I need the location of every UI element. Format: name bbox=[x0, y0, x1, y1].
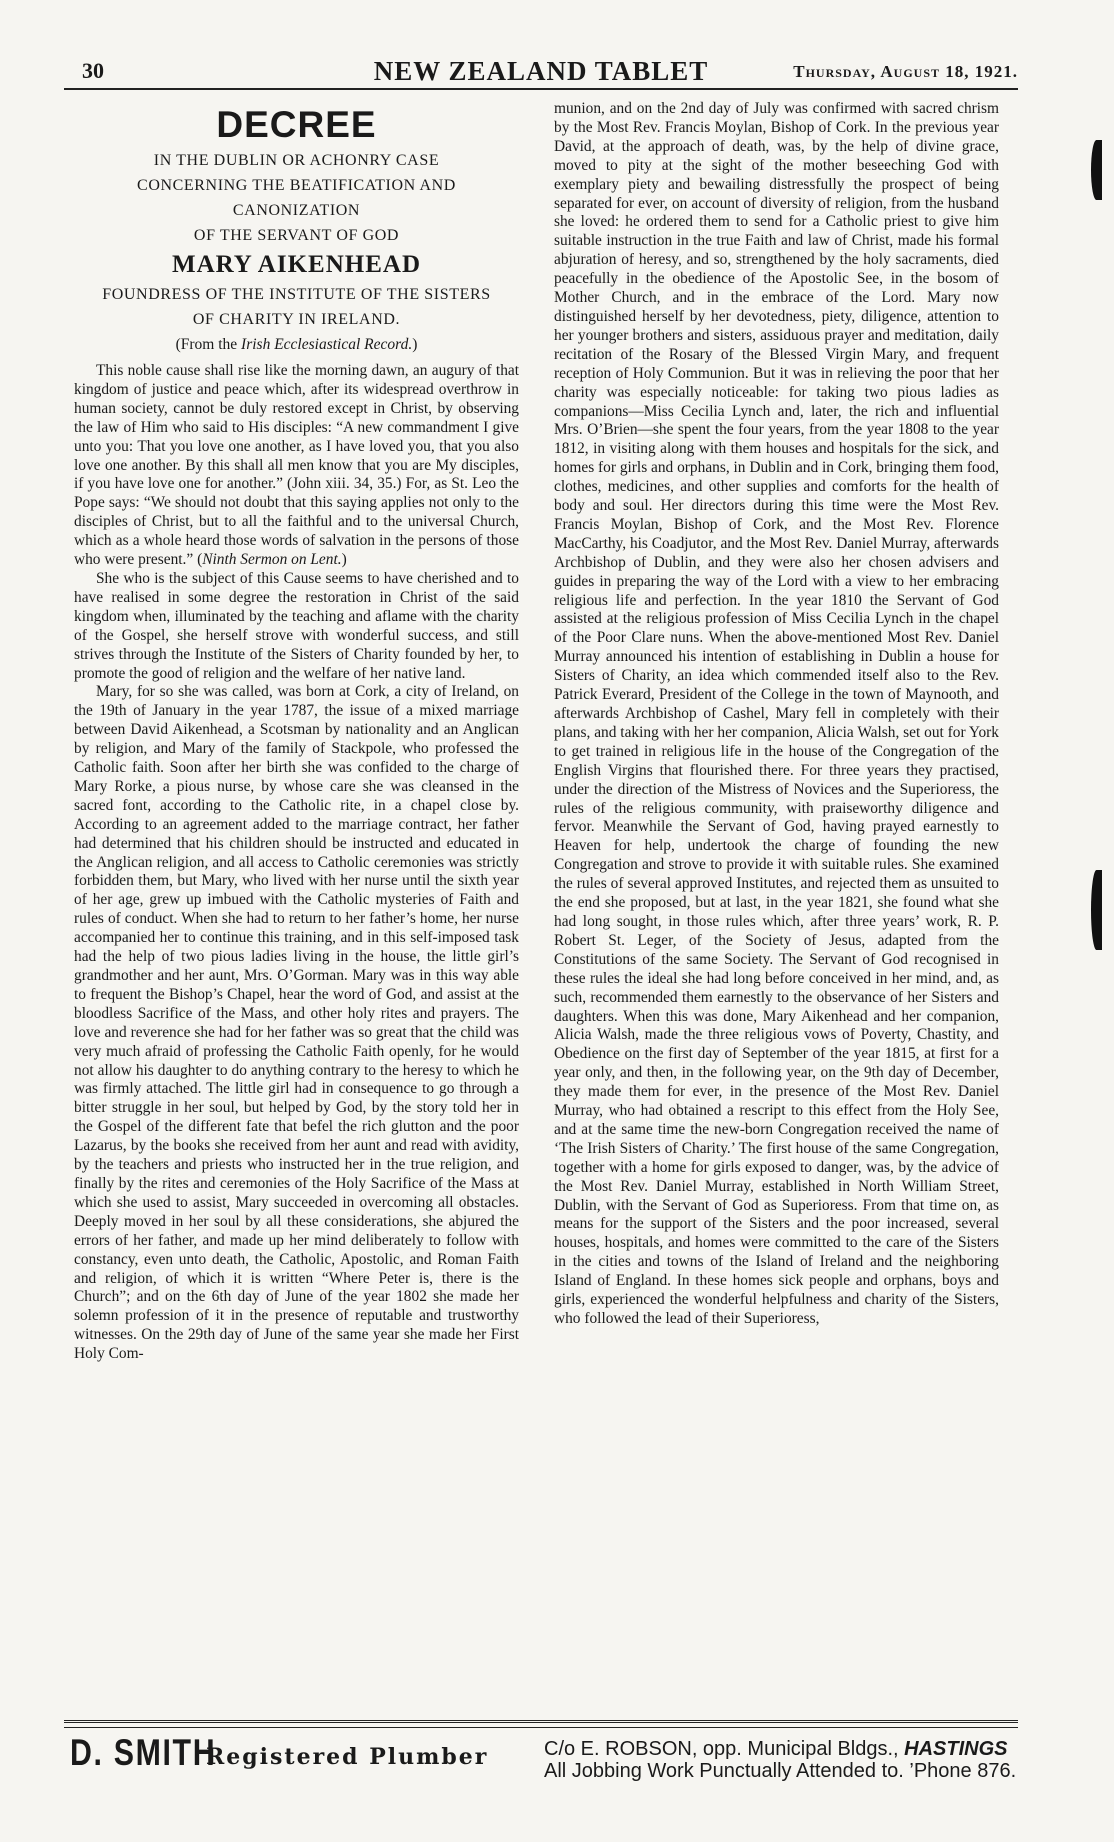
advert-address: C/o E. ROBSON, opp. Municipal Bldgs., HASTINGS All Jobbing Work Punctually Attended to. ’Phone 876. bbox=[544, 1738, 1017, 1782]
header-rule bbox=[64, 88, 1018, 90]
scan-edge-mark bbox=[1091, 140, 1102, 200]
footer-rule bbox=[64, 1720, 1018, 1728]
subtitle-line-1: IN THE DUBLIN OR ACHONRY CASE bbox=[153, 152, 440, 169]
advert-town: HASTINGS bbox=[904, 1738, 1008, 1760]
subtitle-line-4: OF THE SERVANT OF GOD bbox=[193, 227, 400, 244]
column-right bbox=[554, 100, 999, 1329]
scan-edge-mark bbox=[1091, 870, 1102, 950]
page-number: 30 bbox=[82, 58, 104, 83]
subtitle-line-3: CANONIZATION bbox=[232, 202, 361, 219]
citation: Ninth Sermon on Lent. bbox=[202, 551, 342, 569]
advert-trade: Registered Plumber bbox=[206, 1744, 489, 1770]
masthead: NEW ZEALAND TABLET bbox=[373, 56, 709, 86]
paragraph-2: She who is the subject of this Cause seems to have cherished and to have realised in some degree the restoration in Christ of the said kingdom when, illuminated by the teaching and aflame with the charity of the Gospel, she herself strove with wonderful success, and still strives through the Institute of the Sisters of Charity founded by her, to promote the good of religion and the welfare of her native land. bbox=[74, 569, 519, 682]
foundress-line-1: FOUNDRESS OF THE INSTITUTE OF THE SISTERS bbox=[102, 286, 491, 303]
foundress-line-2: OF CHARITY IN IRELAND. bbox=[192, 311, 401, 328]
advertisement bbox=[64, 1732, 1018, 1804]
advert-line-2: All Jobbing Work Punctually Attended to. ’Phone 876. bbox=[544, 1760, 1017, 1782]
column-left bbox=[74, 100, 519, 1364]
source-credit: (From the Irish Ecclesiastical Record.) bbox=[175, 336, 418, 353]
paragraph-3: Mary, for so she was called, was born at Cork, a city of Ireland, on the 19th of January in the year 1787, the issue of a mixed marriage between David Aikenhead, a Scotsman by nationality and an Anglican by religion, and Mary of the family of Stackpole, who professed the Catholic faith. Soon after her birth she was confided to the charge of Mary Rorke, a pious nurse, by whose care she was cleansed in the sacred font, according to the Catholic rite, in a chapel close by. According to an agreement added to the marriage contract, her father had determined that his children should be instructed and educated in the Anglican religion, and all access to Catholic ceremonies was strictly forbidden them, but Mary, who lived with her nurse until the sixth year of her age, grew up imbued with the Catholic mysteries of Faith and rules of conduct. When she had to return to her father’s home, her nurse accompanied her to continue this training, and in this self-imposed task had the help of two pious ladies living in the house, the little girl’s grandmother and her aunt, Mrs. O’Gorman. Mary was in this way able to frequent the Bishop’s Chapel, hear the word of God, and assist at the bloodless Sacrifice of the Mass, and other holy rites and prayers. The love and reverence she had for her father was so great that the child was very much afraid of professing the Catholic Faith openly, for he would not allow his daughter to do anything contrary to the heresy to which he was firmly attached. The little girl had in consequence to go through a bitter struggle in her soul, but helped by God, by the story told her in the Gospel of the different fate that befel the rich glutton and the poor Lazarus, by the books she received from her aunt and read with avidity, by the teachers and priests who instructed her in the true religion, and finally by the rites and ceremonies of the Holy Sacrifice of the Mass at which she used to assist, Mary succeeded in overcoming all obstacles. Deeply moved in her soul by all these considerations, she abjured the errors of her father, and made up her mind deliberately to follow with constancy, even unto death, the Catholic, Apostolic, and Roman Faith and religion, of which it is written “Where Peter is, there is the Church”; and on the 6th day of June of the year 1802 she made her solemn profession of it in the presence of reputable and trustworthy witnesses. On the 29th day of June of the same year she made her First Holy Com- bbox=[74, 683, 519, 1363]
issue-date: Thursday, August 18, 1921. bbox=[793, 62, 1018, 81]
source-title: Irish Ecclesiastical Record. bbox=[241, 336, 413, 353]
page-header bbox=[64, 56, 1018, 90]
subject-name: MARY AIKENHEAD bbox=[171, 251, 421, 278]
subtitle-line-2: CONCERNING THE BEATIFICATION AND bbox=[137, 177, 456, 194]
advert-name: D. SMITH bbox=[70, 1732, 217, 1773]
paragraph-1: This noble cause shall rise like the morning dawn, an augury of that kingdom of justice and peace which, after its widespread overthrow in human society, cannot be duly restored except in Christ, by observing the law of Him who said to His disciples: “A new commandment I give unto you: That you love one another, as I have loved you, that you also love one another. By this shall all men know that you are My disciples, if you have love one for another.” (John xiii. 34, 35.) For, as St. Leo the Pope says: “We should not doubt that this saying applies not only to the disciples of Christ, but to all the faithful and to the universal Church, which as a whole heard those words of salvation in the persons of those who were present.” (Ninth Sermon on Lent.) bbox=[74, 362, 519, 569]
article-title: DECREE bbox=[216, 104, 377, 145]
paragraph-4: munion, and on the 2nd day of July was confirmed with sacred chrism by the Most Rev. Francis Moylan, Bishop of Cork. In the previous year David, at the approach of death, was, by the help of divine grace, moved to pity at the sight of the mother beseeching God with exemplary piety and bewailing distressfully the prospect of being separated for ever, on account of diversity of religion, from the husband she loved: he ordered them to send for a Catholic priest to give him suitable instruction in the true Faith and law of Christ, made his formal abjuration of heresy, and so, strengthened by the holy sacraments, died peacefully in the obedience of the Apostolic See, in the bosom of Mother Church, and in the embrace of the Lord. Mary now distinguished herself by her devotedness, piety, diligence, attention to her younger brothers and sisters, assiduous prayer and meditation, daily recitation of the Rosary of the Blessed Virgin Mary, and frequent reception of Holy Communion. But it was in relieving the poor that her charity was especially noticeable: for taking two pious ladies as companions—Miss Cecilia Lynch and, later, the rich and influential Mrs. O’Brien—she spent the four years, from the year 1808 to the year 1812, in visiting along with them houses and hospitals for the sick, and homes for girls and orphans, in Dublin and in Cork, bringing them food, clothes, medicines, and other supplies and comforts for the health of body and soul. Her directors during this time were the Most Rev. Francis Moylan, Bishop of Cork, and the Most Rev. Florence MacCarthy, his Coadjutor, and the Most Rev. Daniel Murray, afterwards Archbishop of Dublin, and they were also her chosen advisers and guides in preparing the way of the Lord with a view to her embracing religious life and perfection. In the year 1810 the Servant of God assisted at the religious profession of Miss Cecilia Lynch in the chapel of the Poor Clare nuns. When the above-mentioned Most Rev. Daniel Murray announced his intention of establishing in Dublin a house for Sisters of Charity, an idea which commended itself also to the Rev. Patrick Everard, President of the College in the town of Maynooth, and afterwards Archbishop of Cashel, Mary fell in completely with their plans, and taking with her her companion, Alicia Walsh, set out for York to get trained in religious life in the house of the Congregation of the English Virgins that flourished there. For three years they practised, under the direction of the Mistress of Novices and the Superioress, the rules of the religious community, with praiseworthy diligence and fervor. Meanwhile the Servant of God, having prayed earnestly to Heaven for help, undertook the charge of founding the new Congregation and strove to provide it with suitable rules. She examined the rules of several approved Institutes, and rejected them as unsuited to the end she proposed, but at last, in the year 1821, she found what she had long sought, in those rules which, after three years’ work, R. P. Robert St. Leger, of the Society of Jesus, adapted from the Constitutions of the same Society. The Servant of God recognised in these rules the ideal she had long before conceived in her mind, and, as such, recommended them earnestly to the observance of her Sisters and daughters. When this was done, Mary Aikenhead and her companion, Alicia Walsh, made the three religious vows of Poverty, Chastity, and Obedience on the first day of September of the year 1815, at first for a year only, and then, in the following year, on the 9th day of December, they made them for ever, in the presence of the Most Rev. Daniel Murray, who had obtained a rescript to this effect from the Holy See, and at the same time the new-born Congregation received the name of ‘The Irish Sisters of Charity.’ The first house of the same Congregation, together with a home for girls exposed to danger, was, by the advice of the Most Rev. Daniel Murray, established in North William Street, Dublin, with the Servant of God as Superioress. From that time on, as means for the support of the Sisters and the poor increased, several houses, hospitals, and homes were committed to the care of the Sisters in the cities and towns of the Island of Ireland and the neighboring Island of England. In these homes sick people and orphans, boys and girls, experienced the wonderful helpfulness and charity of the Sisters, who followed the lead of their Superioress, bbox=[554, 100, 999, 1327]
